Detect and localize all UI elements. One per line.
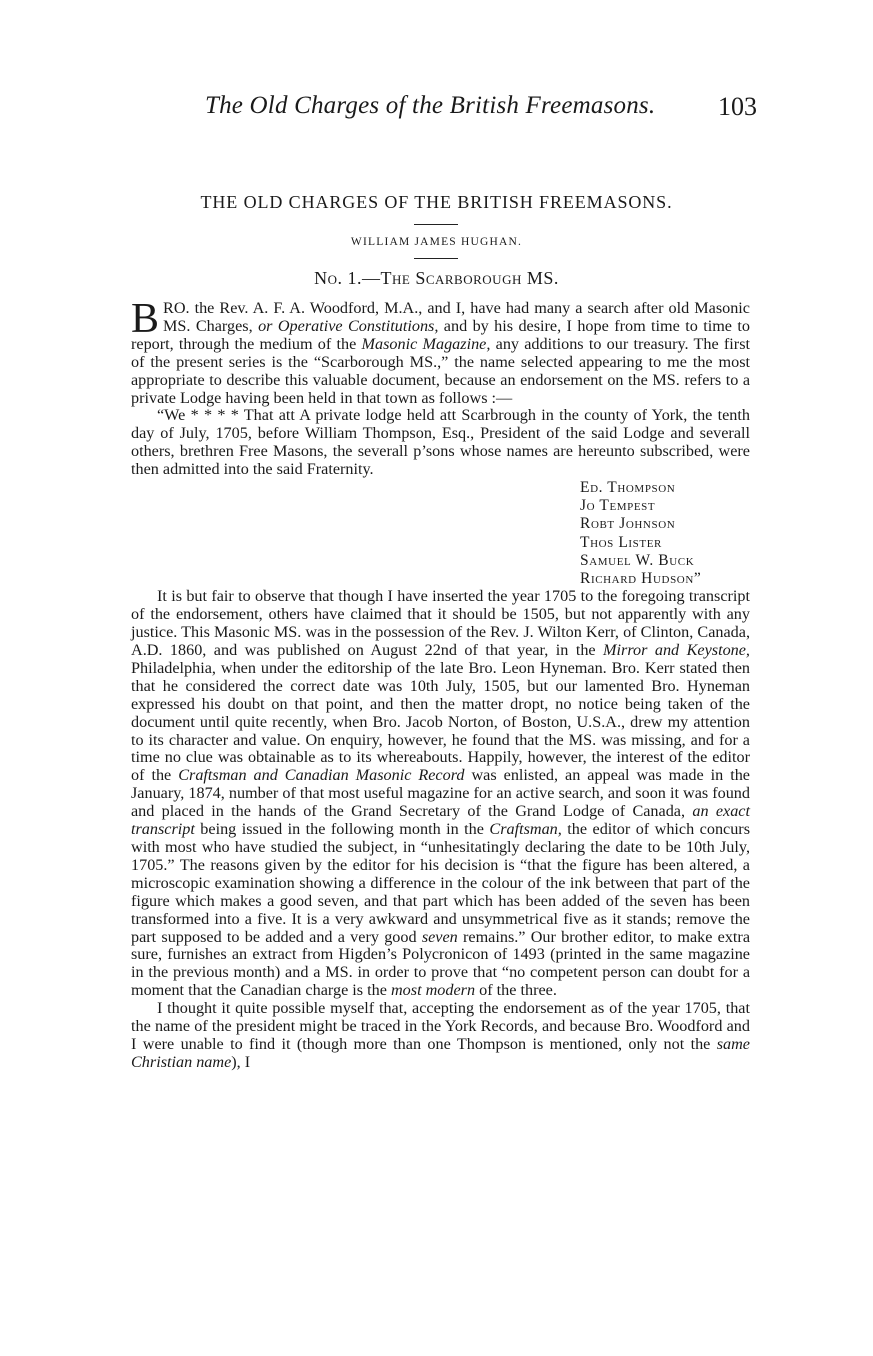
drop-cap: B bbox=[131, 296, 160, 342]
paragraph-text: remains.” Our brother editor, to make extra sure, furnishes an extract from Higden’s Polycronicon of 1493 (printed in the same magazine in the previous month) and a MS. in order to prove that “no competent person can doubt for a moment that the Canadian charge is the bbox=[131, 927, 750, 1000]
signature-list bbox=[580, 479, 750, 588]
intro-text: any additions to our treasury. The first of the present series is the “Scarborough MS.,” the name selected appearing to me the most appropriate to describe this valuable document, because an endorsement on the MS. refers to a private Lodge having been held in that town as follows :— bbox=[131, 334, 750, 407]
paragraph-emphasis: most modern bbox=[390, 981, 476, 1000]
intro-emphasis: Masonic Magazine, bbox=[361, 334, 491, 353]
running-head bbox=[0, 92, 873, 126]
paragraph-text: Philadelphia, when under the editorship of the late Bro. Leon Hyneman. Bro. Kerr stated then that he considered the correct date was 10th July, 1505, but our lamented Bro. Hyneman expressed his doubt on that point, and then the matter dropt, no notice being taken of the document until quite recently, when Bro. Jacob Norton, of Boston, U.S.A., drew my attention to its character and value. On enquiry, however, he found that the MS. was missing, and for a time no clue was obtainable as to its whereabouts. Happily, however, the interest of the editor of the bbox=[131, 658, 750, 785]
signature-line: Thos Lister bbox=[580, 533, 662, 551]
paragraph-text: ), I bbox=[231, 1052, 251, 1071]
paragraph-text: the editor of which concurs with most who have studied the subject, in “unhesitatingly declaring the date to be 10th July, 1705.” The reasons given by the editor for his decision is “that the figure has been altered, a microscopic examination showing a difference in the colour of the ink between that part of the figure which makes a good seven, and that part which has been added of the seven has been transformed into a five. It is a very awkward and unsymmetrical five as it stands; remove the part supposed to be added and a very good bbox=[131, 820, 751, 946]
article-subtitle: No. 1.—The Scarborough MS. bbox=[314, 268, 559, 288]
signature-line: Robt Johnson bbox=[580, 515, 676, 533]
paragraph-emphasis: Craftsman and Canadian Masonic Record bbox=[178, 766, 465, 785]
page-number: 103 bbox=[718, 92, 757, 121]
intro-paragraph bbox=[131, 296, 750, 407]
paragraph-text: It is but fair to observe that though I have inserted the year 1705 to the foregoing transcript of the endorsement, others have claimed that it should be 1505, but not apparently with any justice. This Masonic MS. was in the possession of the Rev. J. Wilton Kerr, of Clinton, Canada, A.D. 1860, and was published on August 22nd of that year, in the bbox=[131, 587, 750, 659]
article-author: WILLIAM JAMES HUGHAN. bbox=[350, 236, 523, 248]
intro-emphasis: or Operative Constitutions, bbox=[258, 316, 439, 335]
article-title: THE OLD CHARGES OF THE BRITISH FREEMASONS. bbox=[200, 192, 673, 212]
paragraph-emphasis: Craftsman, bbox=[489, 820, 562, 839]
paragraph-emphasis: seven bbox=[421, 927, 458, 946]
signature-line: Jo Tempest bbox=[580, 497, 656, 515]
paragraph-emphasis: same Christian name bbox=[131, 1034, 750, 1071]
title-divider bbox=[414, 224, 458, 225]
paragraph-text: was enlisted, an appeal was made in the January, 1874, number of that most useful magazine for an active search, and soon it was found and placed in the hands of the Grand Secretary of the Grand Lodge of Canada, bbox=[131, 766, 750, 821]
body-paragraph bbox=[131, 1000, 750, 1072]
paragraph-text: I thought it quite possible myself that, accepting the endorsement as of the year 1705, that the name of the president might be traced in the York Records, and because Bro. Woodford and I were unable to find it (though more than one Thompson is mentioned, only not the bbox=[131, 999, 750, 1053]
endorsement-quote: “We * * * * That att A private lodge held att Scarbrough in the county of York, the tenth day of July, 1705, before William Thompson, Esq., President of the said Lodge and severall others, brethren Free Masons, the severall p’sons whose names are hereunto subscribed, were then admitted into the said Fraternity. bbox=[131, 406, 750, 479]
body-paragraph bbox=[131, 588, 750, 1000]
signature-line: Ed. Thompson bbox=[580, 479, 676, 497]
paragraph-text: being issued in the following month in the bbox=[194, 820, 490, 839]
intro-text: RO. the Rev. A. F. A. Woodford, M.A., and I, have had many a search after old Masonic MS. Charges, bbox=[163, 299, 750, 335]
paragraph-text: of the three. bbox=[475, 981, 557, 1000]
running-head-title: The Old Charges of the British Freemasons. bbox=[205, 92, 656, 119]
paragraph-emphasis: Mirror and Keystone, bbox=[603, 641, 750, 659]
intro-text: and by his desire, I hope from time to time to report, through the medium of the bbox=[131, 316, 750, 353]
paragraph-emphasis: an exact transcript bbox=[131, 802, 750, 839]
author-divider bbox=[414, 258, 458, 259]
article-body bbox=[131, 296, 751, 1072]
signature-line: Samuel W. Buck bbox=[580, 551, 695, 569]
signature-line: Richard Hudson” bbox=[580, 570, 702, 588]
